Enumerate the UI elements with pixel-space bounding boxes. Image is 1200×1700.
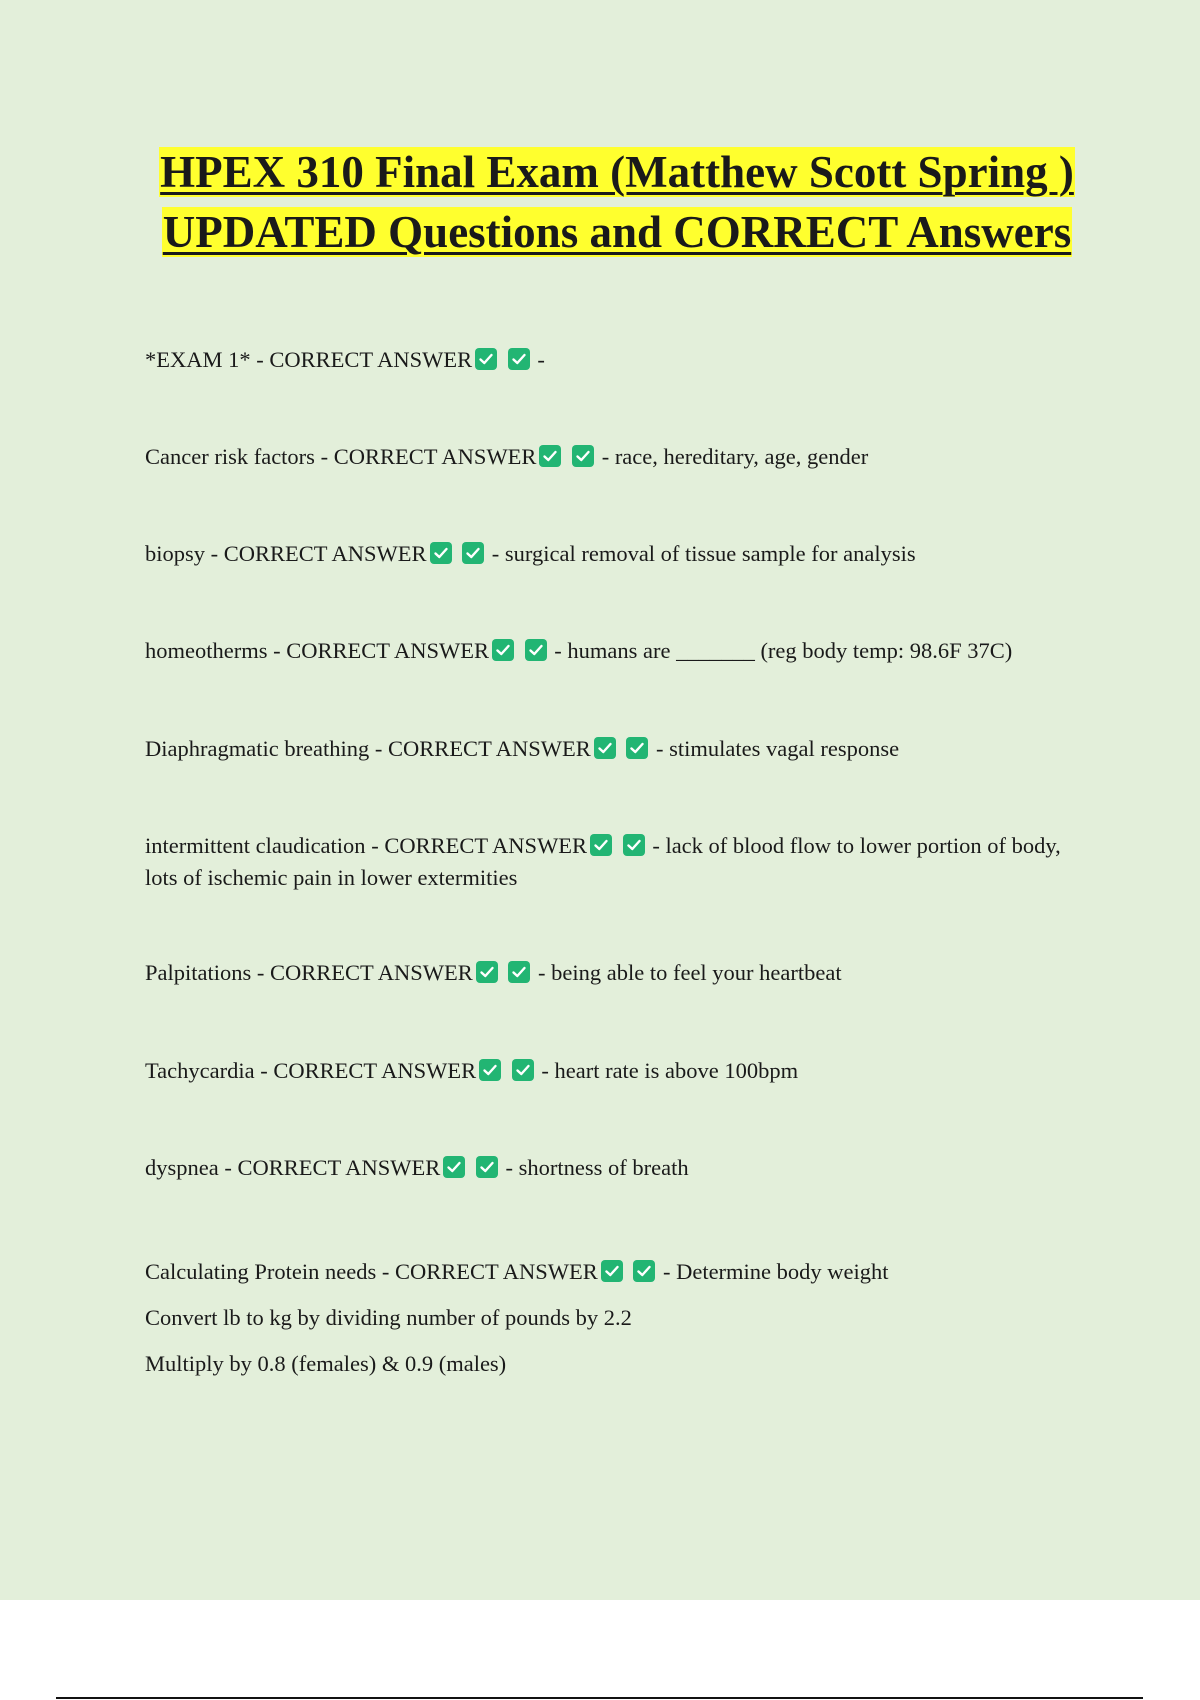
white-check-mark-button-icon xyxy=(539,445,561,467)
qa-term: Palpitations xyxy=(145,960,252,985)
qa-entry: Cancer risk factors - CORRECT ANSWER - race, hereditary, age, gender xyxy=(145,444,869,469)
qa-answer: shortness of breath xyxy=(518,1155,689,1180)
white-check-mark-button-icon xyxy=(508,961,530,983)
qa-term: homeotherms xyxy=(145,638,268,663)
white-check-mark-button-icon xyxy=(430,542,452,564)
qa-entry: biopsy - CORRECT ANSWER - surgical removal of tissue sample for analysis xyxy=(145,541,916,566)
qa-entry: homeotherms - CORRECT ANSWER - humans are _______ (reg body temp: 98.6F 37C) xyxy=(145,638,1013,663)
qa-term: Diaphragmatic breathing xyxy=(145,736,370,761)
answer-marker: CORRECT ANSWER xyxy=(223,541,427,566)
qa-entry: *EXAM 1* - CORRECT ANSWER - xyxy=(145,347,551,372)
qa-term: Calculating Protein needs xyxy=(145,1259,377,1284)
white-check-mark-button-icon xyxy=(479,1059,501,1081)
qa-answer: surgical removal of tissue sample for analysis xyxy=(504,541,916,566)
footer-rule xyxy=(56,1697,1143,1699)
answer-marker: CORRECT ANSWER xyxy=(237,1155,441,1180)
white-check-mark-button-icon xyxy=(475,348,497,370)
white-check-mark-button-icon xyxy=(594,737,616,759)
qa-term: dyspnea xyxy=(145,1155,219,1180)
answer-marker: CORRECT ANSWER xyxy=(384,833,588,858)
qa-term: Cancer risk factors xyxy=(145,444,315,469)
white-check-mark-button-icon xyxy=(492,639,514,661)
qa-term: *EXAM 1* xyxy=(145,347,251,372)
white-check-mark-button-icon xyxy=(476,961,498,983)
qa-entry: dyspnea - CORRECT ANSWER - shortness of breath xyxy=(145,1155,689,1180)
white-check-mark-button-icon xyxy=(623,834,645,856)
white-check-mark-button-icon xyxy=(476,1156,498,1178)
qa-entry: Diaphragmatic breathing - CORRECT ANSWER - stimulates vagal response xyxy=(145,736,900,761)
answer-marker: CORRECT ANSWER xyxy=(286,638,489,663)
answer-marker: CORRECT ANSWER xyxy=(270,960,473,985)
answer-marker: CORRECT ANSWER xyxy=(269,347,473,372)
qa-entry: Palpitations - CORRECT ANSWER - being able to feel your heartbeat xyxy=(145,960,842,985)
qa-answer: lack of blood flow to lower portion of body, lots of ischemic pain in lower extermities xyxy=(145,833,1067,890)
qa-answer: being able to feel your heartbeat xyxy=(551,960,842,985)
answer-marker: CORRECT ANSWER xyxy=(388,736,591,761)
white-check-mark-button-icon xyxy=(508,348,530,370)
white-check-mark-button-icon xyxy=(443,1156,465,1178)
qa-entry: Tachycardia - CORRECT ANSWER - heart rate is above 100bpm xyxy=(145,1058,799,1083)
qa-answer: stimulates vagal response xyxy=(669,736,900,761)
qa-term: biopsy xyxy=(145,541,206,566)
white-check-mark-button-icon xyxy=(462,542,484,564)
qa-answer: heart rate is above 100bpm xyxy=(554,1058,799,1083)
white-check-mark-button-icon xyxy=(572,445,594,467)
white-check-mark-button-icon xyxy=(512,1059,534,1081)
qa-answer: Determine body weight Convert lb to kg by dividing number of pounds by 2.2 Multiply by 0.8 (females) & 0.9 (males) xyxy=(145,1259,889,1376)
white-check-mark-button-icon xyxy=(601,1260,623,1282)
qa-term: intermittent claudication xyxy=(145,833,366,858)
document-title xyxy=(150,142,1084,262)
qa-term: Tachycardia xyxy=(145,1058,255,1083)
title-highlight: HPEX 310 Final Exam (Matthew Scott Spring ) UPDATED Questions and CORRECT Answers xyxy=(160,147,1074,257)
white-check-mark-button-icon xyxy=(626,737,648,759)
answer-marker: CORRECT ANSWER xyxy=(394,1259,598,1284)
answer-marker: CORRECT ANSWER xyxy=(273,1058,477,1083)
qa-entry: intermittent claudication - CORRECT ANSWER - lack of blood flow to lower portion of body, lots of ischemic pain in lower extermities xyxy=(145,833,1067,890)
qa-answer: humans are _______ (reg body temp: 98.6F 37C) xyxy=(567,638,1013,663)
qa-entry: Calculating Protein needs - CORRECT ANSWER - Determine body weight Convert lb to kg by dividing number of pounds by 2.2 Multiply by 0.8 (females) & 0.9 (males) xyxy=(145,1259,889,1376)
answer-marker: CORRECT ANSWER xyxy=(333,444,537,469)
white-check-mark-button-icon xyxy=(633,1260,655,1282)
white-check-mark-button-icon xyxy=(590,834,612,856)
white-check-mark-button-icon xyxy=(525,639,547,661)
qa-answer: race, hereditary, age, gender xyxy=(614,444,869,469)
